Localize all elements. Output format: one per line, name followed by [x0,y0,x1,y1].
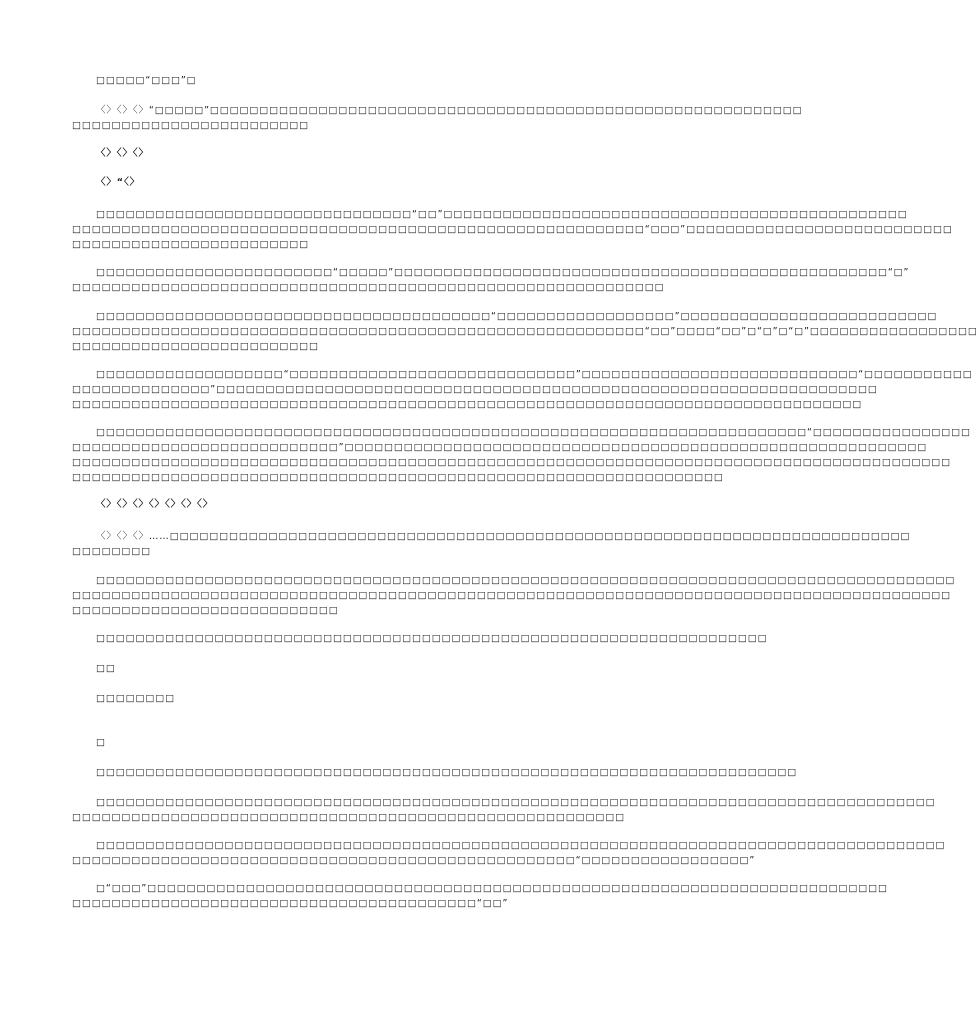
section-heading-2: 〈〉“〈〉 [96,177,140,188]
paragraph-13: □□□□□□□□□□□□□□□□□□□□□□□□□□□□□□□□□□□□□□□□□□□□□□□□□□□□□□□□□□□□□□□□□□□□ [96,633,768,644]
paragraph-8: □□□□□□□□□□□□□□□□□□□“□□□□□□□□□□□□□□□□□□□□□□□□□□□□□”□□□□□□□□□□□□□□□□□□□□□□□□□□□□“□□□□□□□□□□□ □□□□□□□□□□□□□□”□□□□□□□□□□□□□□□□□□□□□□□□□□□□□□□□□□□□□□□□□□□□□□□□□□□□□□□□□□□□□□□□□□□ □□□□□□□□□□□□□□□□□□□□□□□□□□□□□□□□□□□□□□□□□□□□□□□□□□□□□□□□□□□□□□□□□□□□□□□□□□□□□□□□ [72,369,973,410]
paragraph-16: □ [96,737,106,748]
paragraph-7: □□□□□□□□□□□□□□□□□□□□□□□□□□□□□□□□□□□□□□□□“□□□□□□□□□□□□□□□□□□”□□□□□□□□□□□□□□□□□□□□□□□□□□ □□□□□□□□□□□□□□□□□□□□□□□□□□□□□□□□□□□□□□□□□□□□□□□□□□□□□□□□□□“□□”□□□□“□□”□“□”□“□”□□□□□□□□□□□□□□□□□ □□□□□□□□□□□□□□□□□□□□□□□□□ [72,311,978,352]
paragraph-18: □□□□□□□□□□□□□□□□□□□□□□□□□□□□□□□□□□□□□□□□□□□□□□□□□□□□□□□□□□□□□□□□□□□□□□□□□□□□□□□□□□□□□ □□□□□□□□□□□□□□□□□□□□□□□□□□□□□□□□□□□□□□□□□□□□□□□□□□□□□□□□ [72,797,936,823]
section-heading-1: 〈〉〈〉〈〉 [96,148,149,159]
paragraph-11: 〈〉〈〉〈〉……□□□□□□□□□□□□□□□□□□□□□□□□□□□□□□□□□□□□□□□□□□□□□□□□□□□□□□□□□□□□□□□□□□□□□□□□□□□ □□□□□□□□ [72,531,911,557]
paragraph-19: □□□□□□□□□□□□□□□□□□□□□□□□□□□□□□□□□□□□□□□□□□□□□□□□□□□□□□□□□□□□□□□□□□□□□□□□□□□□□□□□□□□□□□ □□□□□□□□□□□□□□□□□□□□□□□□□□□□□□□□□□□□□□□□□□□□□□□□□□□“□□□□□□□□□□□□□□□□□” [72,840,946,866]
paragraph-12: □□□□□□□□□□□□□□□□□□□□□□□□□□□□□□□□□□□□□□□□□□□□□□□□□□□□□□□□□□□□□□□□□□□□□□□□□□□□□□□□□□□□□□□ □□□□□□□□□□□□□□□□□□□□□□□□□□□□□□□□□□□□□□□□□□□□□□□□□□□□□□□□□□□□□□□□□□□□□□□□□□□□□□□□□□□□□□□□□ □□□□□□□□□□□□□□□□□□□□□□□□□□□ [72,575,956,616]
paragraph-1: □□□□□“□□□”□ [96,75,197,86]
paragraph-9: □□□□□□□□□□□□□□□□□□□□□□□□□□□□□□□□□□□□□□□□□□□□□□□□□□□□□□□□□□□□□□□□□□□□□□□□“□□□□□□□□□□□□□□□□ □□□□□□□□□□□□□□□□□□□□□□□□□□□”□□□□□□□□□□□□□□□□□□□□□□□□□□□□□□□□□□□□□□□□□□□□□□□□□□□□□□□□□□□ □□□□□□□□□□□□□□□□□□□□□□□□□□□□□□□□□□□□□□□□□□□□□□□□□□□□□□□□□□□□□□□□□□□□□□□□□□□□□□□□□□□□□□□□□ □□□□□□□□□□□□□□□□□□□□□□□□□□□□□□□□□□□□□□□□□□□□□□□□□□□□□□□□□□□□□□□□□□ [72,427,971,483]
paragraph-5: □□□□□□□□□□□□□□□□□□□□□□□□□□□□□□□□“□□”□□□□□□□□□□□□□□□□□□□□□□□□□□□□□□□□□□□□□□□□□□□□□□□ □□□□□□□□□□□□□□□□□□□□□□□□□□□□□□□□□□□□□□□□□□□□□□□□□□□□□□□□□□“□□□”□□□□□□□□□□□□□□□□□□□□□□□□□□□ □□□□□□□□□□□□□□□□□□□□□□□□ [72,209,953,250]
paragraph-6: □□□□□□□□□□□□□□□□□□□□□□□□“□□□□□”□□□□□□□□□□□□□□□□□□□□□□□□□□□□□□□□□□□□□□□□□□□□□□□□□□“□” □□□□□□□□□□□□□□□□□□□□□□□□□□□□□□□□□□□□□□□□□□□□□□□□□□□□□□□□□□□□ [72,267,910,293]
paragraph-17: □□□□□□□□□□□□□□□□□□□□□□□□□□□□□□□□□□□□□□□□□□□□□□□□□□□□□□□□□□□□□□□□□□□□□□□ [96,767,798,778]
paragraph-15: □□□□□□□□ [96,693,176,704]
section-heading-3: 〈〉〈〉〈〉〈〉〈〉〈〉〈〉 [96,499,214,510]
paragraph-2: 〈〉〈〉〈〉“□□□□□”□□□□□□□□□□□□□□□□□□□□□□□□□□□□□□□□□□□□□□□□□□□□□□□□□□□□□□□□□□□□ □□□□□□□□□□□□□□□□□□□□□□□□ [72,105,803,131]
paragraph-14: □□ [96,663,116,674]
paragraph-20: □“□□□”□□□□□□□□□□□□□□□□□□□□□□□□□□□□□□□□□□□□□□□□□□□□□□□□□□□□□□□□□□□□□□□□□□□□□□□□□□□ □□□□□□□□□□□□□□□□□□□□□□□□□□□□□□□□□□□□□□□□□“□□” [72,883,888,909]
